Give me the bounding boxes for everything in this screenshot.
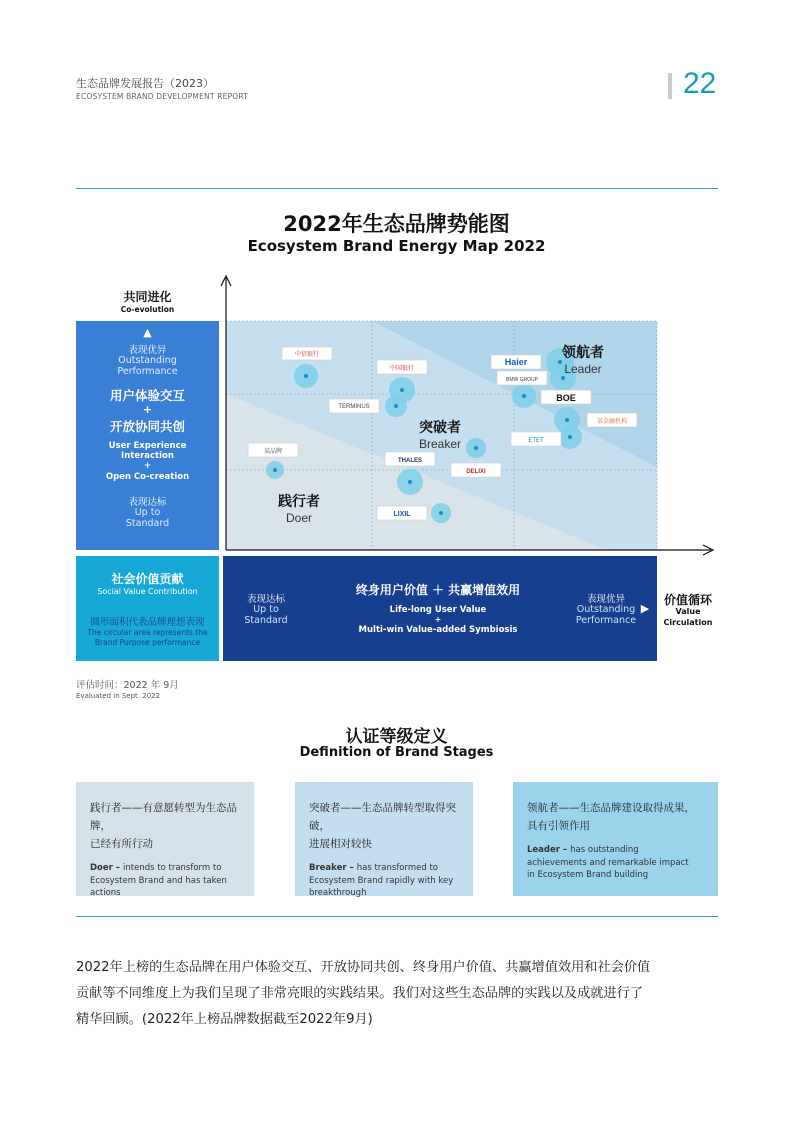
logo-citic <box>282 347 332 360</box>
bar-right-cn: 表现优异 <box>586 594 625 605</box>
dot-terminus <box>394 404 398 408</box>
leader-label-en: Leader <box>564 362 602 376</box>
panel-bottom-en1: Up to <box>134 507 161 518</box>
card-breaker-en: Breaker – has transformed to Ecosystem Brand rapidly with key breakthrough <box>309 863 454 898</box>
leader-label-cn: 领航者 <box>562 345 604 361</box>
svg-text:BMW GROUP: BMW GROUP <box>506 377 538 383</box>
social-note-en1: The circular area represents the <box>87 628 208 637</box>
card-leader-en: Leader – has outstanding achievements and remarkable impact in Ecosystem Brand building <box>527 845 689 880</box>
breaker-label-cn: 突破者 <box>419 420 461 436</box>
panel-main-en2: Interaction <box>121 451 174 461</box>
definitions-title-cn: 认证等级定义 <box>345 727 448 747</box>
svg-text:Haier: Haier <box>504 357 528 367</box>
logo-e <box>511 432 561 446</box>
definition-card-leader <box>513 782 718 896</box>
social-title-en: Social Value Contribution <box>97 587 198 596</box>
definition-card-breaker <box>295 782 473 896</box>
x-axis-label-cn: 价值循环 <box>663 593 712 607</box>
bottom-divider <box>76 916 718 917</box>
panel-top-en2: Performance <box>117 366 178 377</box>
x-axis-label-en1: Value <box>675 607 701 616</box>
card-leader-cn: 领航者——生态品牌建设取得成果， 具有引领作用 <box>527 802 695 832</box>
dot-jj <box>565 418 569 422</box>
bar-left-en1: Up to <box>253 604 279 615</box>
evaluated-date-cn: 评估时间：2022 年 9月 <box>76 680 179 691</box>
panel-top-cn: 表现优异 <box>128 345 167 356</box>
paragraph-line-2: 贡献等不同维度上为我们呈现了非常亮眼的实践结果。我们对这些生态品牌的实践以及成就进行了 <box>76 986 644 1001</box>
svg-text:DELIXI: DELIXI <box>466 469 486 475</box>
svg-text:某品牌: 某品牌 <box>263 449 283 455</box>
right-arrow-icon: ▶ <box>640 602 650 615</box>
bar-main-en2: Multi-win Value-added Symbiosis <box>358 625 518 635</box>
panel-bottom-en2: Standard <box>125 518 170 529</box>
logo-boe <box>541 390 591 404</box>
logo-jj <box>587 413 637 427</box>
report-title-cn: 生态品牌发展报告（2023） <box>76 77 214 90</box>
svg-text:BOE: BOE <box>556 393 576 403</box>
logo-terminus <box>329 399 379 413</box>
logo-bmw <box>497 371 547 385</box>
dot-doer <box>273 468 277 472</box>
bar-main-en1: Life-long User Value <box>389 605 487 615</box>
bar-left-cn: 表现达标 <box>246 594 285 605</box>
card-doer-cn: 践行者——有意愿转型为生态品牌， 已经有所行动 <box>90 802 237 850</box>
svg-text:LIXIL: LIXIL <box>393 511 411 518</box>
social-note-cn: 圆形面积代表品牌理想表现 <box>90 617 205 628</box>
logo-thales <box>385 452 435 466</box>
breaker-label-en: Breaker <box>418 437 462 451</box>
co-evolution-panel <box>76 321 219 550</box>
map-title-cn: 2022年生态品牌势能图 <box>283 212 510 236</box>
dot-e <box>568 435 572 439</box>
summary-paragraph <box>76 955 718 1033</box>
svg-text:TERMINUS: TERMINUS <box>338 404 370 410</box>
y-axis-label-en: Co-evolution <box>120 305 175 314</box>
dot-breaker <box>474 446 478 450</box>
panel-main-en3: Open Co-creation <box>105 472 190 482</box>
dot-lixil <box>439 511 443 515</box>
panel-main-cn1: 用户体验交互 <box>109 388 185 403</box>
panel-top-en1: Outstanding <box>118 355 177 366</box>
svg-text:中信银行: 中信银行 <box>294 352 320 358</box>
bar-right-en2: Performance <box>575 615 637 626</box>
social-value-box <box>76 556 219 661</box>
dot-bank <box>400 388 404 392</box>
dot-citic <box>304 374 308 378</box>
value-circulation-bar <box>223 556 657 661</box>
card-doer-en: Doer – intends to transform to Ecosystem Brand and has taken actions <box>90 863 227 898</box>
logo-doer <box>248 443 298 457</box>
svg-text:某金融机构: 某金融机构 <box>596 419 628 425</box>
svg-text:中国银行: 中国银行 <box>389 366 415 372</box>
logo-deluxe <box>451 463 501 477</box>
bar-right-en1: Outstanding <box>576 604 636 615</box>
panel-plus: + <box>142 403 153 416</box>
logo-bank <box>377 360 427 374</box>
page-number: 22 <box>683 67 717 100</box>
top-divider <box>76 188 718 189</box>
panel-bottom-cn: 表现达标 <box>128 497 167 508</box>
doer-label-cn: 践行者 <box>278 494 320 510</box>
panel-main-cn2: 开放协同共创 <box>109 419 185 434</box>
bar-left-en2: Standard <box>244 615 288 626</box>
dot-bmw <box>561 376 565 380</box>
evaluated-date-en: Evaluated in Sept. 2022 <box>76 692 161 700</box>
paragraph-line-3: 精华回顾。(2022年上榜品牌数据截至2022年9月) <box>76 1012 373 1027</box>
energy-map-chart <box>215 272 720 557</box>
definitions-title-en: Definition of Brand Stages <box>299 745 494 760</box>
x-axis-label-en2: Circulation <box>663 618 713 627</box>
card-breaker-cn: 突破者——生态品牌转型取得突破， 进展相对较快 <box>309 802 456 850</box>
paragraph-line-1: 2022年上榜的生态品牌在用户体验交互、开放协同共创、终身用户价值、共赢增值效用和社会价值 <box>76 960 651 975</box>
definition-card-doer <box>76 782 254 896</box>
svg-text:THALES: THALES <box>398 458 422 464</box>
panel-main-en1: User Experience <box>108 441 187 451</box>
y-axis-label-cn: 共同进化 <box>123 290 172 304</box>
up-arrow-icon: ▲ <box>143 326 152 339</box>
map-title-en: Ecosystem Brand Energy Map 2022 <box>247 237 546 255</box>
dot-boe <box>522 394 526 398</box>
bar-main-cn: 终身用户价值 ＋ 共赢增值效用 <box>355 583 521 597</box>
social-note-en2: Brand Purpose performance <box>94 638 201 647</box>
logo-haier <box>491 355 541 369</box>
dot-thales <box>408 480 412 484</box>
social-title-cn: 社会价值贡献 <box>111 572 184 586</box>
page-number-bar <box>668 73 672 99</box>
bar-main-plus: + <box>434 615 442 624</box>
logo-lixil <box>377 506 427 520</box>
report-title-en: ECOSYSTEM BRAND DEVELOPMENT REPORT <box>76 92 249 101</box>
panel-main-plus: + <box>143 461 152 471</box>
svg-text:ETET: ETET <box>528 438 544 444</box>
doer-label-en: Doer <box>285 511 313 525</box>
